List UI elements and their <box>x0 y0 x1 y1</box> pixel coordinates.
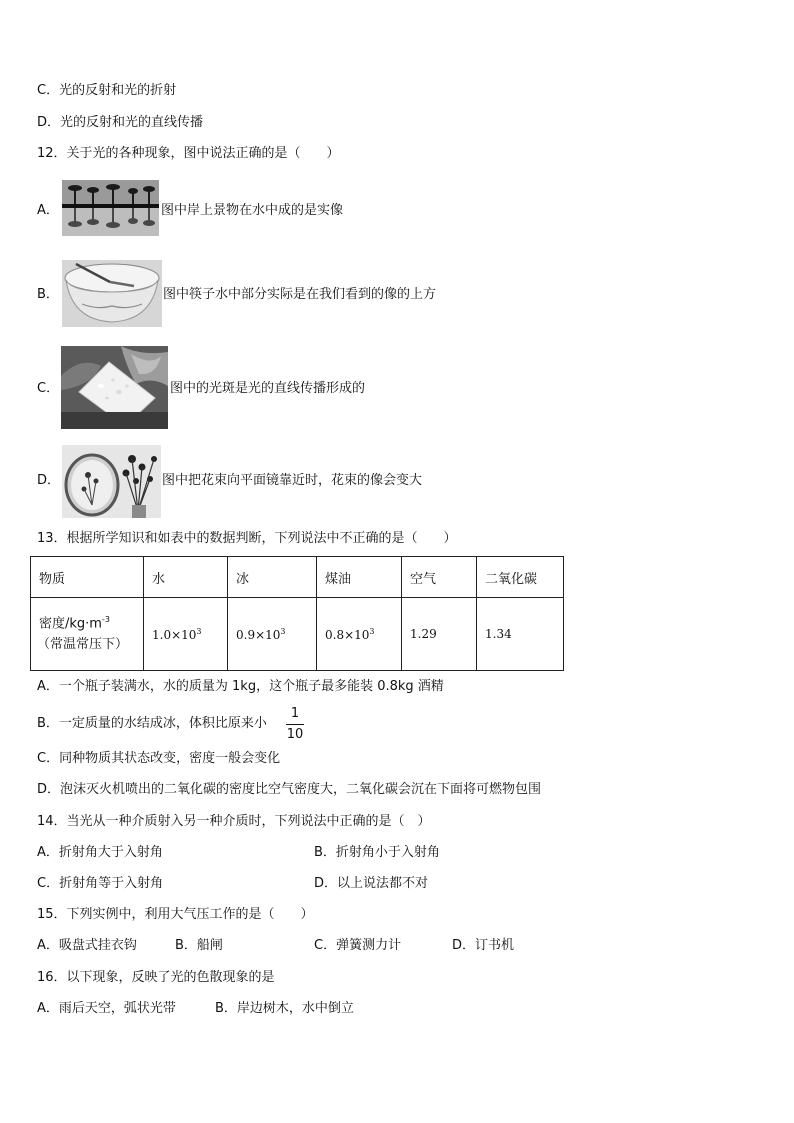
light-spots-photo <box>61 346 168 429</box>
table-cell: $0.9\times 10^3$ <box>228 598 317 671</box>
table-cell: 1.34 <box>477 598 564 671</box>
option-12-d-text: 图中把花束向平面镜靠近时，花束的像会变大 <box>162 473 423 488</box>
option-13-a: A．一个瓶子装满水，水的质量为 1kg，这个瓶子最多能装 0.8kg 酒精 <box>37 679 444 694</box>
fraction-numerator: 1 <box>290 706 300 721</box>
option-14-c: C．折射角等于入射角 <box>37 876 164 891</box>
option-12-b-label: B． <box>37 287 59 302</box>
table-header-row <box>31 557 564 598</box>
density-unit: 密度/kg·m <box>39 616 102 632</box>
table-header-cell: 煤油 <box>317 557 402 598</box>
table-header-cell: 冰 <box>228 557 317 598</box>
question-15: 15．下列实例中，利用大气压工作的是（ ） <box>37 907 314 922</box>
option-12-d-label: D． <box>37 473 61 488</box>
table-cell: 1.29 <box>402 598 477 671</box>
table-cell: $0.8\times 10^3$ <box>317 598 402 671</box>
table-header-cell: 二氧化碳 <box>477 557 564 598</box>
option-12-c-text: 图中的光斑是光的直线传播形成的 <box>170 381 366 396</box>
table-header-cell: 物质 <box>31 557 144 598</box>
option-15-b: B．船闸 <box>175 938 223 953</box>
option-12-a-text: 图中岸上景物在水中成的是实像 <box>161 203 344 218</box>
table-header-cell: 水 <box>144 557 228 598</box>
option-12-c-label: C． <box>37 381 60 396</box>
density-condition: （常温常压下） <box>37 637 129 653</box>
option-16-b: B．岸边树木，水中倒立 <box>215 1001 354 1016</box>
fraction-one-tenth <box>286 706 304 743</box>
option-11-c: C．光的反射和光的折射 <box>37 83 177 98</box>
shore-reflection-photo <box>62 180 159 236</box>
option-11-d: D．光的反射和光的直线传播 <box>37 115 204 130</box>
option-13-b: B．一定质量的水结成冰，体积比原来小 <box>37 716 267 731</box>
option-13-d: D．泡沫灭火机喷出的二氧化碳的密度比空气密度大，二氧化碳会沉在下面将可燃物包围 <box>37 782 542 797</box>
option-15-d: D．订书机 <box>452 938 515 953</box>
density-unit-exponent: -3 <box>101 614 110 624</box>
fraction-denominator: 10 <box>286 727 304 742</box>
option-14-a: A．折射角大于入射角 <box>37 845 163 860</box>
question-16: 16．以下现象，反映了光的色散现象的是 <box>37 970 275 985</box>
fraction-bar <box>286 724 304 725</box>
density-row-label <box>31 598 144 671</box>
density-table <box>30 556 564 671</box>
chopstick-in-bowl-photo <box>62 260 162 327</box>
option-13-c: C．同种物质其状态改变，密度一般会变化 <box>37 751 281 766</box>
option-14-b: B．折射角小于入射角 <box>314 845 440 860</box>
option-12-b-text: 图中筷子水中部分实际是在我们看到的像的上方 <box>163 287 437 302</box>
option-14-d: D．以上说法都不对 <box>314 876 429 891</box>
option-15-c: C．弹簧测力计 <box>314 938 402 953</box>
table-row <box>31 598 564 671</box>
question-14: 14．当光从一种介质射入另一种介质时，下列说法中正确的是（ ） <box>37 814 431 829</box>
table-header-cell: 空气 <box>402 557 477 598</box>
question-12: 12．关于光的各种现象，图中说法正确的是（ ） <box>37 146 340 161</box>
flowers-mirror-photo <box>62 445 161 518</box>
option-16-a: A．雨后天空，弧状光带 <box>37 1001 176 1016</box>
option-12-a-label: A． <box>37 203 59 218</box>
question-13: 13．根据所学知识和如表中的数据判断，下列说法中不正确的是（ ） <box>37 531 457 546</box>
table-cell: $1.0\times 10^3$ <box>144 598 228 671</box>
option-15-a: A．吸盘式挂衣钩 <box>37 938 137 953</box>
